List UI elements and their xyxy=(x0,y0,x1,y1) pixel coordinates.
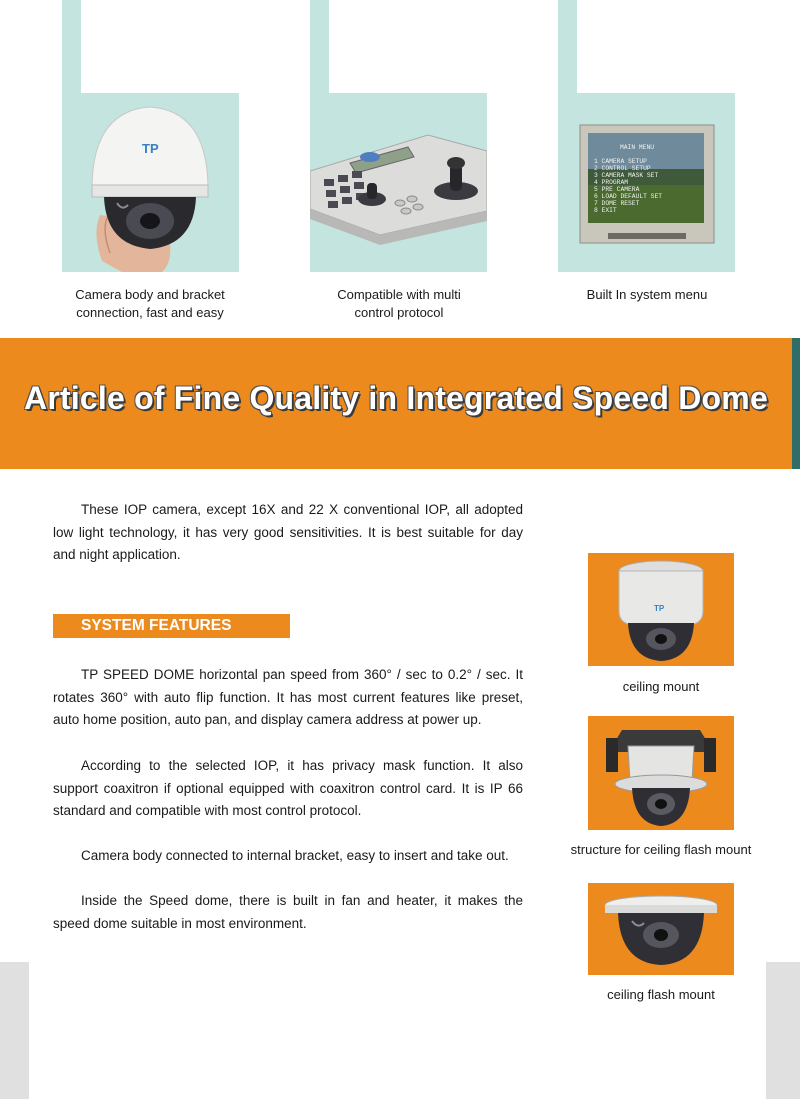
camera-logo: TP xyxy=(654,604,665,613)
banner-title: Article of Fine Quality in Integrated Speed Dome xyxy=(24,380,768,416)
monitor-menu-item: 5 PRE CAMERA xyxy=(594,186,640,193)
monitor-menu-item: 8 EXIT xyxy=(594,207,617,214)
monitor-menu-item: 3 CAMERA MASK SET xyxy=(594,172,659,179)
monitor-menu-item: 6 LOAD DEFAULT SET xyxy=(594,193,663,200)
banner-edge-accent xyxy=(792,338,800,469)
caption-line: Built In system menu xyxy=(586,287,708,302)
page-margin-bar xyxy=(0,962,29,1099)
monitor-menu-item: 7 DOME RESET xyxy=(594,200,640,207)
photo-frame-strip xyxy=(310,0,329,94)
caption-line: Compatible with multi xyxy=(337,287,461,302)
section-heading: SYSTEM FEATURES xyxy=(53,614,290,638)
intro-paragraph: These IOP camera, except 16X and 22 X conventional IOP, all adopted low light technology, it has very good sensitivities. It is best suitable for day and night application. xyxy=(53,502,523,562)
photo-flush-mount-structure xyxy=(588,716,734,830)
photo-keyboard-controller xyxy=(310,93,487,272)
feature-paragraph: Camera body connected to internal bracket, easy to insert and take out. xyxy=(81,848,509,863)
side-caption: structure for ceiling flash mount xyxy=(570,842,752,857)
monitor-menu-title: MAIN MENU xyxy=(620,144,655,151)
photo-ceiling-mount xyxy=(588,553,734,666)
photo-camera-in-hand xyxy=(62,93,239,272)
page-margin-bar xyxy=(766,962,800,1099)
caption-line: Camera body and bracket xyxy=(75,287,225,302)
photo-caption-control-protocol xyxy=(299,286,499,322)
photo-monitor-menu xyxy=(558,93,735,272)
side-caption: ceiling mount xyxy=(622,679,700,694)
side-caption: ceiling flash mount xyxy=(607,987,715,1002)
monitor-menu-icon xyxy=(558,93,735,272)
camera-logo: TP xyxy=(142,141,159,156)
monitor-menu-item: 1 CAMERA SETUP xyxy=(594,158,647,165)
ceiling-flash-mount-icon xyxy=(588,883,734,975)
flush-mount-structure-icon xyxy=(588,716,734,830)
ceiling-mount-dome-icon xyxy=(588,553,734,666)
feature-paragraph: Inside the Speed dome, there is built in fan and heater, it makes the speed dome suitable in most environment. xyxy=(53,893,523,931)
photo-frame-strip xyxy=(558,0,577,94)
caption-line: connection, fast and easy xyxy=(76,305,224,320)
ptz-keyboard-icon xyxy=(310,93,487,272)
photo-frame-strip xyxy=(62,0,81,94)
photo-caption-system-menu xyxy=(547,286,747,304)
photo-ceiling-flash-mount xyxy=(588,883,734,975)
feature-paragraph: TP SPEED DOME horizontal pan speed from 360° / sec to 0.2° / sec. It rotates 360° with auto flip function. It has most current features like preset, auto home position, auto pan, and display camera address at power up. xyxy=(53,667,523,727)
dome-camera-in-hand-icon xyxy=(62,93,239,272)
photo-caption-camera-body xyxy=(50,286,250,322)
monitor-menu-item: 2 CONTROL SETUP xyxy=(594,165,651,172)
caption-line: control protocol xyxy=(354,305,444,320)
monitor-menu-item: 4 PROGRAM xyxy=(594,179,629,186)
feature-paragraph: According to the selected IOP, it has privacy mask function. It also support coaxitron if optional equipped with coaxitron control card. It is IP 66 standard and compatible with most control protocol. xyxy=(53,758,523,818)
